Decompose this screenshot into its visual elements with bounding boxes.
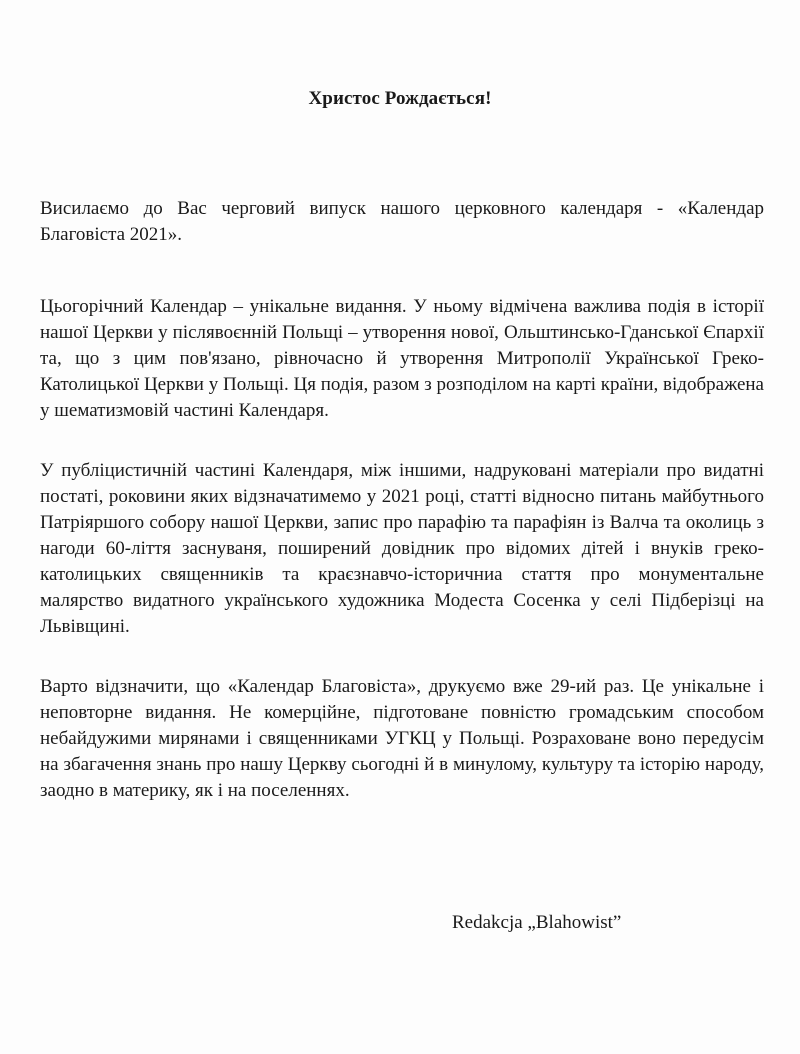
paragraph-edition-note: Варто відзначити, що «Календар Благовіста», друкуємо вже 29-ий раз. Це унікальне і неповторне видання. Не комерційне, підготоване повністю громадським способом небайдужими мирянами і священниками УГКЦ у Польщі. Розраховане воно передусім на збагачення знань про нашу Церкву сьогодні й в минулому, культуру та історію народу, заодно в материку, як і на поселеннях. xyxy=(40,676,764,801)
paragraph-calendar-description: Цьогорічний Календар – унікальне видання. У ньому відмічена важлива подія в історії нашої Церкви у післявоєнній Польщі – утворення нової, Ольштинсько-Гданської Єпархії та, що з цим пов'язано, рівночасно й утворення Митрополії Української Греко-Католицької Церкви у Польщі. Ця подія, разом з розподілом на карті країни, відображена у шематизмовій частині Календаря. xyxy=(40,296,764,421)
editorial-signature: Redakcja „Blahowist” xyxy=(452,912,622,933)
letter-greeting-title: Христос Рождається! xyxy=(308,88,492,109)
paragraph-publicistic-part: У публіцистичній частині Календаря, між іншими, надруковані матеріали про видатні постаті, роковини яких відзначатимемо у 2021 році, статті відносно питань майбутнього Патріяршого собору нашої Церкви, запис про парафію та парафіян із Валча та околиць з нагоди 60-ліття заснуваня, поширений довідник про відомих дітей і внуків греко-католицьких священників та краєзнавчо-історичниа стаття про монументальне малярство видатного українського художника Модеста Сосенка у селі Підберізці на Львівщині. xyxy=(40,460,764,637)
paragraph-intro: Висилаємо до Вас черговий випуск нашого церковного календаря - «Календар Благовіста 2021». xyxy=(40,198,764,245)
